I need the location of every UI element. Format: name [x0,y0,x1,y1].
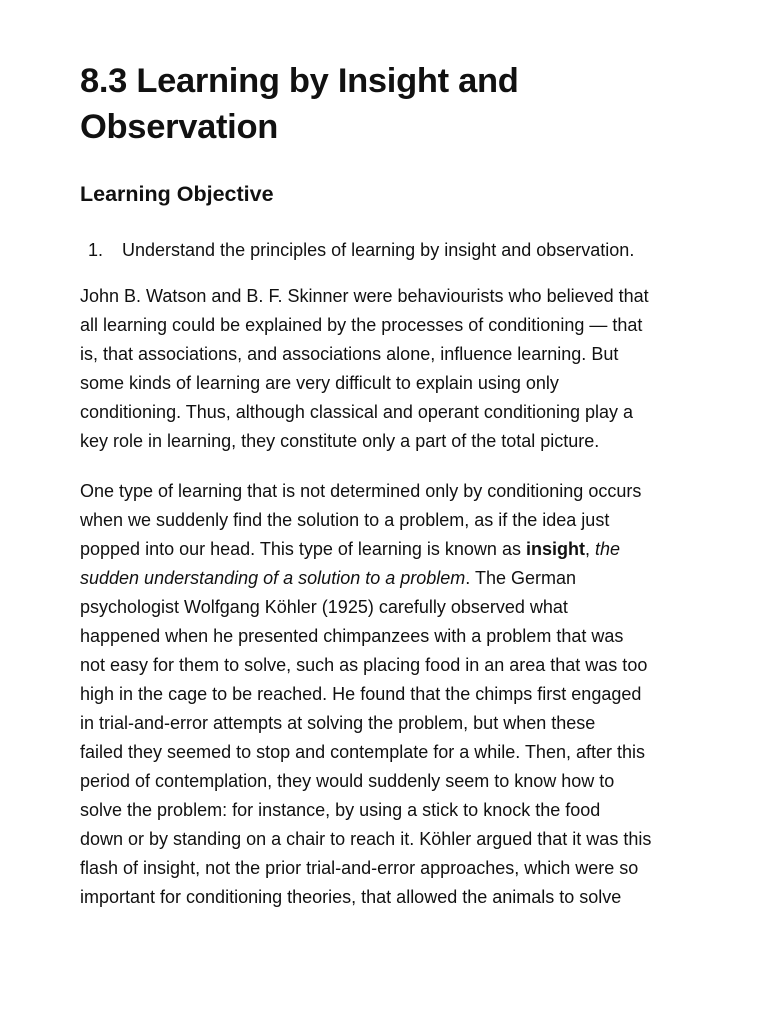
text-line: important for conditioning theories, that allowed the animals to solve [80,887,622,907]
objective-text: Understand the principles of learning by insight and observation. [122,240,635,260]
text-line: high in the cage to be reached. He found that the chimps first engaged [80,684,642,704]
text-line [80,564,692,593]
text-line: flash of insight, not the prior trial-and-error approaches, which were so [80,858,639,878]
text-line: conditioning. Thus, although classical and operant conditioning play a [80,402,634,422]
text-segment: popped into our head. This type of learning is known as [80,539,526,559]
objective-number: 1. [88,240,104,260]
page-title [80,58,692,150]
text-line: down or by standing on a chair to reach it. Köhler argued that it was this [80,829,652,849]
paragraph-behaviourists [80,282,692,456]
objectives-list [80,236,692,265]
paragraph-insight [80,477,692,912]
text-line: when we suddenly find the solution to a problem, as if the idea just [80,510,610,530]
text-line: key role in learning, they constitute only a part of the total picture. [80,431,600,451]
text-segment: , [584,539,595,559]
text-line: John B. Watson and B. F. Skinner were behaviourists who believed that [80,286,649,306]
text-line: all learning could be explained by the processes of conditioning — that [80,315,643,335]
text-line: in trial-and-error attempts at solving the problem, but when these [80,713,596,733]
objective-item [80,236,692,265]
text-line: not easy for them to solve, such as placing food in an area that was too [80,655,648,675]
text-line: period of contemplation, they would suddenly seem to know how to [80,771,615,791]
text-line: is, that associations, and associations alone, influence learning. But [80,344,619,364]
title-line: 8.3 Learning by Insight and [80,62,519,100]
document-page [80,58,692,912]
section-subtitle: Learning Objective [80,182,274,206]
text-line: happened when he presented chimpanzees with a problem that was [80,626,624,646]
text-line: One type of learning that is not determined only by conditioning occurs [80,481,642,501]
text-line: psychologist Wolfgang Köhler (1925) carefully observed what [80,597,568,617]
title-line: Observation [80,108,279,146]
text-line [80,535,692,564]
text-line: some kinds of learning are very difficult to explain using only [80,373,559,393]
text-line: failed they seemed to stop and contemplate for a while. Then, after this [80,742,645,762]
text-segment: . The German [465,568,576,588]
definition-text: the [594,539,621,559]
definition-text: sudden understanding of a solution to a problem [80,568,466,588]
text-line: solve the problem: for instance, by using a stick to knock the food [80,800,601,820]
key-term-insight: insight [525,539,585,559]
